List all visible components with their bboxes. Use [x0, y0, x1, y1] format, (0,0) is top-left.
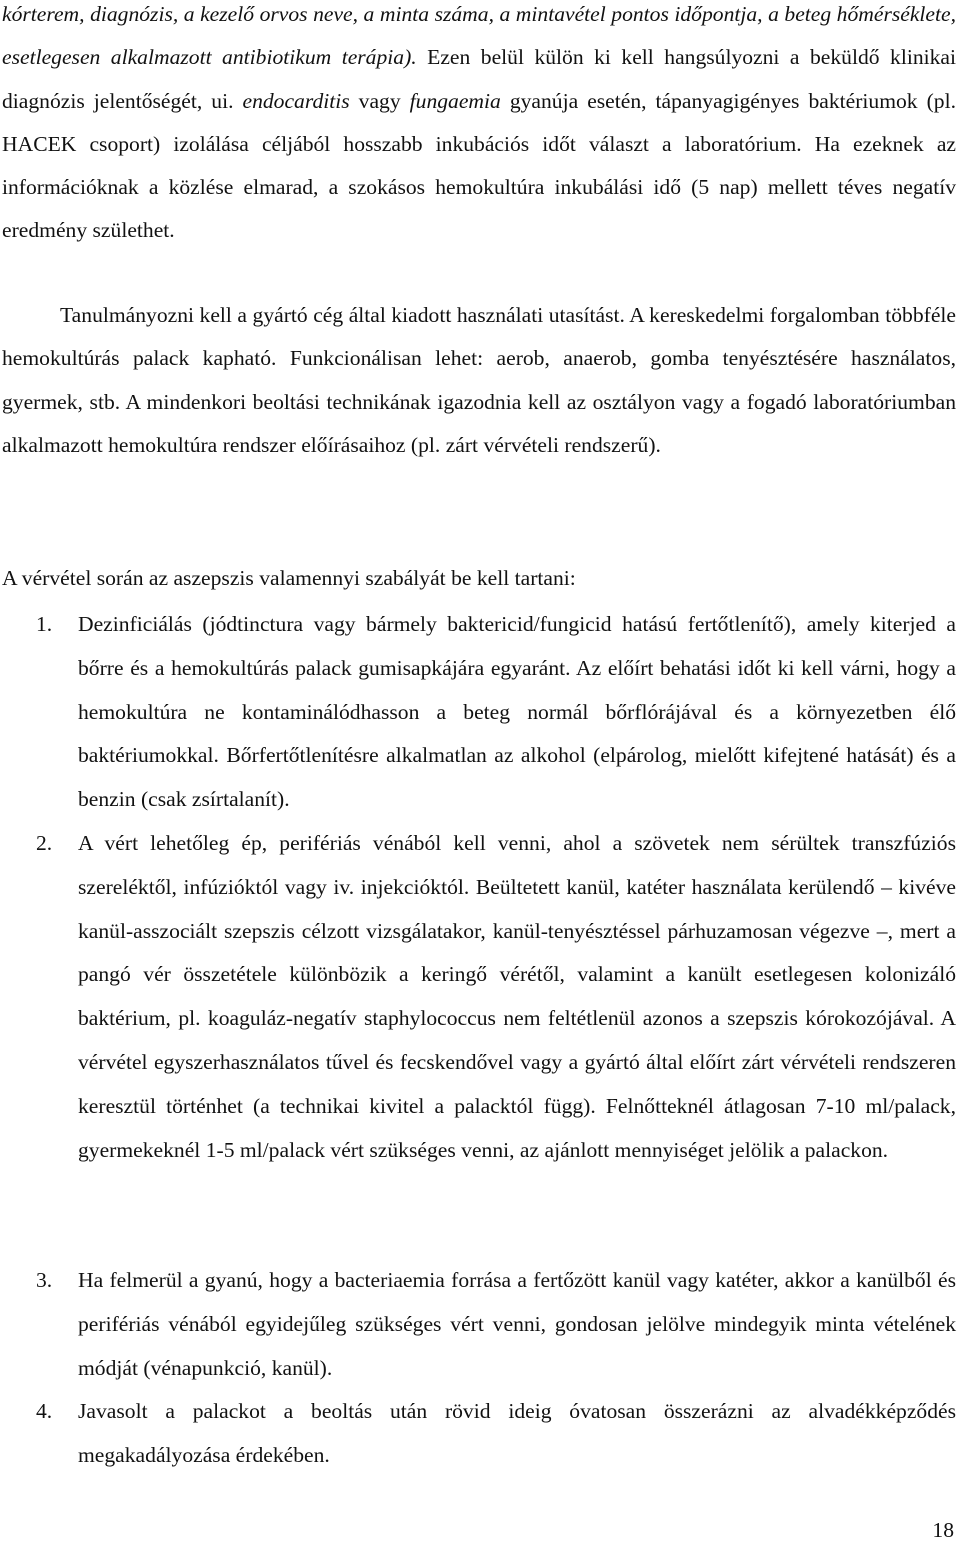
list-item-2: [0, 822, 956, 1172]
paragraph-sample-info: [2, 0, 956, 253]
paragraph-asepsis-intro: A vérvétel során az aszepszis valamennyi szabályát be kell tartani:: [2, 566, 576, 590]
paragraph-sample-info-text-b: vagy: [349, 88, 410, 113]
list-item-number: 3.: [36, 1268, 53, 1292]
list-item-text: Dezinficiálás (jódtinctura vagy bármely baktericid/fungicid hatású fertőtlenítő), amely kiterjed a bőrre és a hemokultúrás palack gumisapkájára egyaránt. Az előírt behatási időt ki kell várni, hogy a hemokultúra ne kontaminálódhasson a beteg normál bőrflórájával és a környezetben élő baktériumokkal. Bőrfertőtlenítésre alkalmatlan az alkohol (elpárolog, mielőtt kifejtené hatását) és a benzin (csak zsírtalanít).: [78, 612, 956, 812]
paragraph-sample-info-text-a: Ezen belül külön ki kell hangsúlyozni a beküldő klinikai diagnózis jelentőségét, ui.: [2, 45, 956, 113]
list-item-text: Javasolt a palackot a beoltás után rövid ideig óvatosan összerázni az alvadékképződés megakadályozása érdekében.: [78, 1399, 956, 1467]
list-item-text: A vért lehetőleg ép, perifériás vénából kell venni, ahol a szövetek nem sérültek transzfúziós szereléktől, infúzióktól vagy iv. injekcióktól. Beültetett kanül, katéter használata kerülendő – kivéve kanül-asszociált szepszis célzott vizsgálatakor, kanül-tenyésztéssel párhuzamosan végezve –, mert a pangó vér összetétele különbözik a keringő vérétől, valamint a kanült esetlegesen kolonizáló baktérium, pl. koaguláz-negatív staphylococcus nem feltétlenül azonos a szepszis kórokozójával. A vérvétel egyszerhasználatos tűvel és fecskendővel vagy a gyártó által előírt zárt vérvételi rendszeren keresztül történhet (a technikai kivitel a palacktól függ). Felnőtteknél átlagosan 7-10 ml/palack, gyermekeknél 1-5 ml/palack vért szükséges venni, az ajánlott mennyiséget jelölik a palackon.: [78, 831, 956, 1162]
list-item-1: [0, 603, 956, 822]
paragraph-sample-info-italic-lead: kórterem, diagnózis, a kezelő orvos neve, a minta száma, a mintavétel pontos időpontja, a beteg hőmérséklete, esetlegesen alkalmazott antibiotikum terápia).: [2, 2, 956, 70]
page-number: 18: [932, 1518, 954, 1542]
list-item-4: [0, 1390, 956, 1478]
term-endocarditis: endocarditis: [242, 88, 350, 113]
list-item-number: 2.: [36, 831, 53, 855]
term-fungaemia: fungaemia: [409, 88, 501, 113]
list-item-number: 1.: [36, 612, 53, 636]
paragraph-sample-info-text-c: gyanúja esetén, tápanyagigényes baktériumok (pl. HACEK csoport) izolálása céljából hosszabb inkubációs időt választ a laboratórium. Ha ezeknek az információknak a közlése elmarad, a szokásos hemokultúra inkubálási idő (5 nap) mellett téves negatív eredmény születhet.: [2, 88, 956, 243]
list-item-number: 4.: [36, 1399, 53, 1423]
paragraph-manufacturer-instructions: Tanulmányozni kell a gyártó cég által kiadott használati utasítást. A kereskedelmi forgalomban többféle hemokultúrás palack kapható. Funkcionálisan lehet: aerob, anaerob, gomba tenyésztésére használatos, gyermek, stb. A mindenkori beoltási technikának igazodnia kell az osztályon vagy a fogadó laboratóriumban alkalmazott hemokultúra rendszer előírásaihoz (pl. zárt vérvételi rendszerű).: [2, 303, 956, 457]
list-item-3: [0, 1259, 956, 1390]
list-item-text: Ha felmerül a gyanú, hogy a bacteriaemia forrása a fertőzött kanül vagy katéter, akkor a kanülből és perifériás vénából egyidejűleg szükséges vért venni, gondosan jelölve mindegyik minta vételének módját (vénapunkció, kanül).: [78, 1268, 956, 1380]
